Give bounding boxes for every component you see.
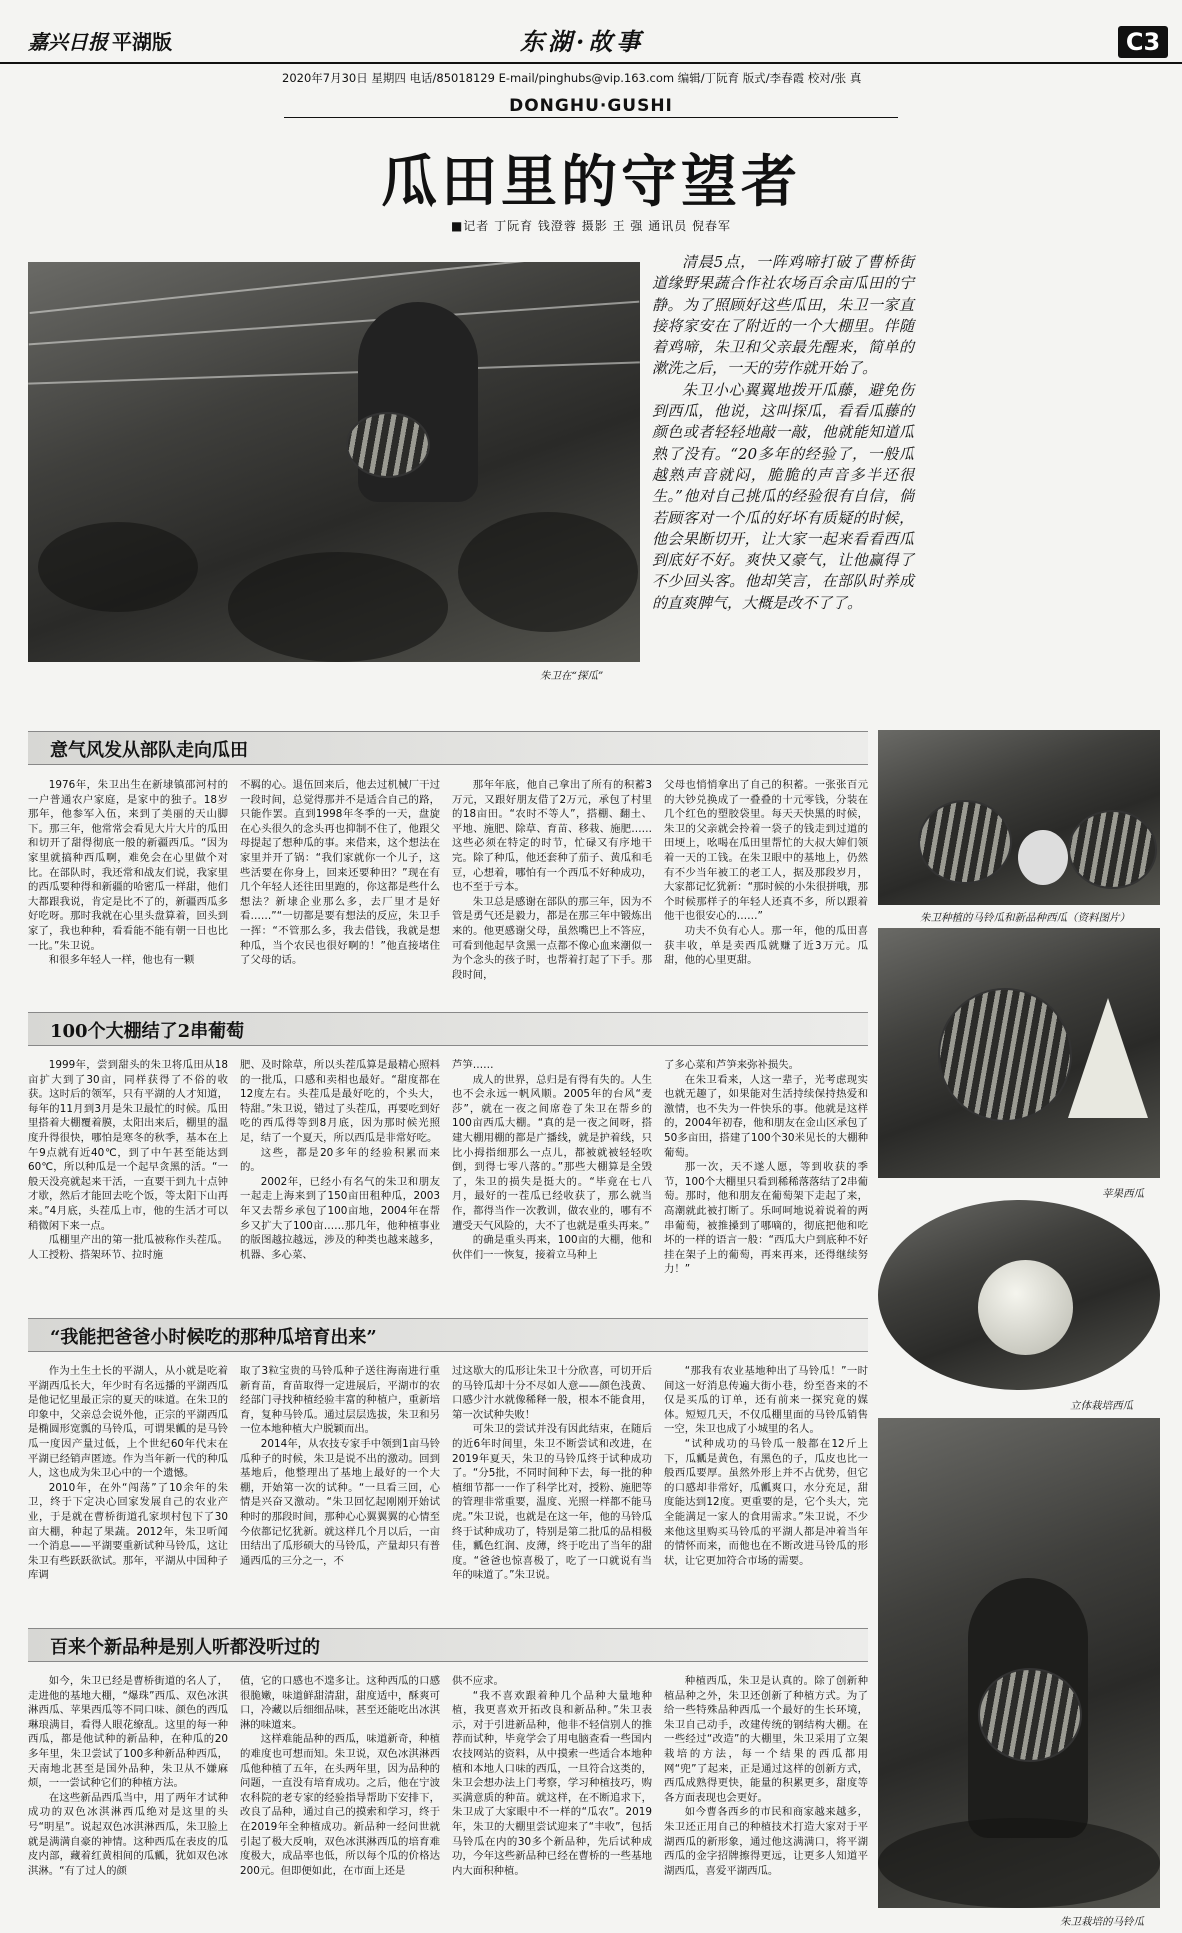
vine-leaves [228, 552, 448, 662]
section-header-4 [28, 1628, 868, 1662]
body-paragraph: 取了3粒宝贵的马铃瓜种子送往海南进行重新育苗，育苗取得一定进展后，平湖市的农经部门寻找种植经验丰富的种植户，重新培育，复种马铃瓜。通过层层选拔，朱卫和另一位本地种植大户脱颖而出。 [240, 1365, 440, 1436]
section-title: 100个大棚结了2串葡萄 [50, 1021, 245, 1042]
section-header-2 [28, 1012, 868, 1046]
section-header-3 [28, 1318, 868, 1352]
side-photo-melons-caption: 朱卫种植的马铃瓜和新品种西瓜（资料图片） [920, 912, 1130, 924]
paper-name: 嘉兴日报 [28, 30, 108, 54]
lead-paragraph: 朱卫小心翼翼地拨开瓜藤，避免伤到西瓜，他说，这叫探瓜，看看瓜藤的颜色或者轻轻地敲一敲，他就能知道瓜熟了没有。“20多年的经验了，一般瓜越熟声音就闷，脆脆的声音多半还很生。”他对自己挑瓜的经验很有自信，倘若顾客对一个瓜的好坏有质疑的时候，他会果断切开，让大家一起来看看西瓜到底好不好。爽快又豪气，让他赢得了不少回头客。他却笑言，在部队时养成的直爽脾气，大概是改不了了。 [652, 380, 914, 612]
body-paragraph: “我不喜欢跟着种几个品种大量地种植，我更喜欢开拓改良和新品种。”朱卫表示，对于引进新品种，他非不轻信别人的推荐而试种，毕竟学会了用电脑查看一些国内农技网站的资料，从中摸索一些适合本地种植和本地人口味的西瓜，一旦符合这类的，朱卫会想办法上门考察，学习种植技巧，购买满意质的种苗。就这样，在不断追求下，朱卫成了大家眼中不一样的“瓜农”。2019年，朱卫的大棚里尝试迎来了“丰收”，包括马铃瓜在内的30多个新品种，先后试种成功，今年这些新品种已经在曹桥的一些基地内大面积种植。 [452, 1689, 652, 1877]
lead-text [652, 252, 914, 614]
watermelon-in-hands [346, 412, 430, 478]
section-rule [284, 117, 898, 118]
body-paragraph: 芦笋…… [452, 1059, 494, 1071]
page-number-badge: C3 [1118, 26, 1168, 58]
body-paragraph: 这样难能品种的西瓜，味道新奇，种植的难度也可想而知。朱卫说，双色冰淇淋西瓜他种植了五年，在头两年里，因为品种的问题，一直没有培育成功。之后，他在宁波农科院的老专家的经验指导帮助下安排下，改良了品种，通过自己的摸索和学习，终于在2019年全种植成功。新品种一经问世就引起了极大反响，双色冰淇淋西瓜的培育难度极大，成品率也低，所以每个瓜的价格达200元。但即便如此，在市面上还是 [240, 1733, 440, 1877]
body-paragraph: 可朱卫的尝试并没有因此结束，在随后的近6年时间里，朱卫不断尝试和改进，在2019年夏天，朱卫的马铃瓜终于试种成功了。“分5批，不同时间种下去，每一批的种植细节都一一作了科学比对，授粉、施肥等的管理非常重要，温度、光照一样都不能马虎。”朱卫说，也就是在这一年，他的马铃瓜终于试种成功了，特别是第二批瓜的品相极佳，瓤色红润、皮薄，终于吃出了当年的甜度。“爸爸也惊喜极了，吃了一口就说有当年的味道了。”朱卫说。 [452, 1423, 652, 1582]
body-paragraph: 2002年，已经小有名气的朱卫和朋友一起走上海来到了150亩田租种瓜，2003年又去帮乡承包了100亩地，2004年在帮乡又扩大了100亩……那几年，他种植事业的版图越拉越远，涉及的种类也越来越多，机器、多心菜、 [240, 1175, 440, 1261]
melon-slice-shape [1068, 998, 1148, 1118]
body-paragraph: “试种成功的马铃瓜一般都在12斤上下，瓜瓤是黄色，有黑色的子，瓜皮也比一般西瓜要厚。虽然外形上并不占优势，但它的口感却非常好，瓜瓤爽口，水分充足，甜度能达到12度。更重要的是，它个头大，完全能满足一家人的食用需求。”朱卫说，不少来他这里购买马铃瓜的平湖人都是冲着当年的情怀而来，而他也在不断改进马铃瓜的形状，让它更加符合市场的需要。 [664, 1437, 868, 1567]
side-photo-melons [878, 730, 1160, 905]
body-paragraph: 种植西瓜，朱卫是认真的。除了创新种植品种之外，朱卫还创新了种植方式。为了给一些特殊品种西瓜一个最好的生长环境，朱卫自己动手，改建传统的钢结构大棚。在一些经过“改造”的大棚里，朱卫采用了立架栽培的方法，每一个结果的西瓜都用网“兜”了起来，正是通过这样的创新方式，西瓜成熟得更快，能量的积累更多，甜度等各方面表现也会更好。 [664, 1675, 868, 1804]
body-paragraph: 供不应求。 [452, 1675, 504, 1687]
edition-name: 平湖版 [112, 30, 172, 54]
body-column [28, 1364, 228, 1622]
body-column [452, 1364, 652, 1622]
hanging-melon-shape [978, 1260, 1073, 1355]
body-column [664, 1674, 868, 1922]
body-paragraph: 值，它的口感也不遑多让。这种西瓜的口感很脆嫩，味道鲜甜清甜，甜度适中，酥爽可口，冷藏以后细细品味，甚至还能吃出冰淇淋的味道来。 [240, 1675, 440, 1731]
section-title: “我能把爸爸小时候吃的那种瓜培育出来” [50, 1327, 377, 1348]
body-column [240, 778, 440, 1006]
section-title: 意气风发从部队走向瓜田 [50, 740, 248, 761]
body-paragraph: 1976年，朱卫出生在新埭镇邵河村的一户普通农户家庭，是家中的独子。18岁那年，他参军入伍，来到了美丽的天山脚下。那三年，他常常会看见大片大片的瓜田和切开了甜得彻底一般的新疆西瓜。“因为家里就搞种西瓜啊，难免会在心里做个对比。在部队时，我还常和战友们说，我家里的西瓜要种得和新疆的哈密瓜一样甜，他们大都跟我说，肯定是比不了的，新疆西瓜多好吃呀。那时我就在心里头盘算着，回头到家了，我也种种，看看能不能有朝一日也比一比。”朱卫说。 [28, 779, 228, 952]
side-photo-hanging-melon-caption: 立体栽培西瓜 [1070, 1400, 1133, 1412]
lead-paragraph: 清晨5点，一阵鸡啼打破了曹桥街道缘野果蔬合作社农场百余亩瓜田的宁静。为了照顾好这些瓜田，朱卫一家直接将家安在了附近的一个大棚里。伴随着鸡啼，朱卫和父亲最先醒来，简单的漱洗之后，一天的劳作就开始了。 [652, 253, 914, 378]
body-paragraph: 朱卫总是感谢在部队的那三年，因为不管是勇气还是毅力，都是在那三年中锻炼出来的。他更感谢父母，虽然嘴巴上不答应，可看到他起早贪黑一点都不像心血来潮似一为个念头的孩子时，也帮着打起了下手。那段时间， [452, 895, 652, 981]
body-column [452, 1674, 652, 1922]
side-photo-farmer-melon-caption: 朱卫栽培的马铃瓜 [1060, 1916, 1144, 1928]
body-paragraph: 2010年，在外“闯荡”了10余年的朱卫，终于下定决心回家发展自己的农业产业，于是就在曹桥街道孔家坝村包下了30亩大棚，种起了果蔬。2012年，朱卫听闻一个消息——平湖要重新试种马铃瓜，这让朱卫有些跃跃欲试。那年，平湖从中国种子库调 [28, 1481, 228, 1582]
body-paragraph: 父母也悄悄拿出了自己的积蓄。一张张百元的大钞兑换成了一叠叠的十元零钱，分装在几个红色的塑胶袋里。每天天快黑的时候，朱卫的父亲就会拎着一袋子的钱走到过道的田埂上，吆喝在瓜田里帮忙的大叔大婶们领着一天的工钱。在朱卫眼中的基地上，仍然有不少当年被工的老工人，据及那段岁月，大家都记忆犹新：“那时候的小朱很拼哦，那个时候那样子的年轻人还真不多，所以跟着他干也很安心的……” [664, 779, 868, 923]
body-paragraph: 这些，都是20多年的经验积累而来的。 [240, 1146, 440, 1174]
body-paragraph: 作为土生土长的平湖人，从小就是吃着平湖西瓜长大，年少时有名远播的平湖西瓜是他记忆里最正宗的夏天的味道。在朱卫的印象中，父亲总会说外他，正宗的平湖西瓜是椭圆形宽瓢的马铃瓜，可谓果瓤的是马铃瓜一度因产量过低，上个世纪60年代末在平湖已经销声匿迹。作为当年新一代的种瓜人，这也成为朱卫心中的一个遗憾。 [28, 1365, 228, 1480]
body-column [240, 1674, 440, 1922]
main-photo [28, 262, 640, 662]
pale-melon-shape [1018, 830, 1068, 885]
body-column [240, 1364, 440, 1622]
side-photo-apple-melon-caption: 苹果西瓜 [1102, 1188, 1144, 1200]
body-paragraph: 在这些新品西瓜当中，用了两年才试种成功的双色冰淇淋西瓜绝对是这里的头号“明星”。说起双色冰淇淋西瓜，朱卫脸上就是满满自豪的神情。这种西瓜在表皮的瓜皮内部，藏着红黄相间的瓜瓤，犹如双色冰淇淋。“有了过人的颜 [28, 1791, 228, 1877]
masthead-paper [28, 26, 172, 55]
body-column [664, 1364, 868, 1622]
body-paragraph: “那我有农业基地种出了马铃瓜！”一时间这一好消息传遍大街小巷，纷至沓来的不仅是买瓜的订单，还有前来一探究竟的媒体。短短几天，不仅瓜棚里面的马铃瓜销售一空，朱卫也成了小城里的名人。 [664, 1365, 868, 1436]
body-paragraph: 了多心菜和芦笋来弥补损失。 [664, 1059, 800, 1071]
body-paragraph: 1999年，尝到甜头的朱卫将瓜田从18亩扩大到了30亩，同样获得了不俗的收获。这时后的领军，只有平湖的人才知道，每年的11月到3月是朱卫最忙的时候。瓜田里搭着大棚覆着膜，太阳出来后，棚里的温度升得很快，哪怕是寒冬的秋季，基本在上午9点就有近40℃，到了中午甚至能达到60℃，所以种瓜是一个起早贪黑的活。“一般天没亮就起来干活，一直要干到九十点钟才歇，然后才能回去吃个饭，等太阳下山再来。”4月底，头茬瓜上市，他的生活才可以稍微闲下来一点。 [28, 1059, 228, 1232]
body-column [28, 778, 228, 1006]
side-photo-farmer-melon [878, 1418, 1160, 1908]
body-paragraph: 瓜棚里产出的第一批瓜被称作头茬瓜。人工授粉、搭架环节、拉时施 [28, 1234, 228, 1261]
section-header-1 [28, 731, 868, 765]
melon-shape [978, 1668, 1082, 1762]
body-paragraph: 那年年底，他自己拿出了所有的积蓄3万元，又跟好朋友借了2万元，承包了村里的18亩田。“农时不等人”，搭棚、翻土、平地、施肥、除草、育苗、移栽、施肥……这些必须在特定的时节，忙碌又有序地干完。除了种瓜，他还套种了茄子、黄瓜和毛豆，心想着，哪怕有一个西瓜不好种成功，也不至于亏本。 [452, 779, 652, 894]
greenhouse-frame-line [28, 361, 640, 384]
vine-leaves [878, 1818, 1160, 1908]
body-paragraph: 在朱卫看来，人这一辈子，光考虑现实也就无趣了，如果能对生活持续保持热爱和激情，也不失为一件快乐的事。他就是这样的，2004年初春，他和朋友在金山区承包了50多亩田，搭建了100个30米见长的大棚种葡萄。 [664, 1073, 868, 1159]
side-photo-apple-melon [878, 928, 1160, 1178]
greenhouse-frame-line [29, 301, 640, 346]
body-column [240, 1058, 440, 1308]
body-column [664, 778, 868, 1006]
body-paragraph: 的确是重头再来，100亩的大棚，他和伙伴们一一恢复，接着立马种上 [452, 1234, 652, 1261]
body-paragraph: 2014年，从农技专家手中领到1亩马铃瓜种子的时候，朱卫是说不出的激动。回到基地后，他整理出了基地上最好的一个大棚，开始第一次的试种。“一旦看三回，心情是兴奋又激动。“朱卫回忆起刚刚开始试种时的那段时间，那种心心翼翼翼的心情至今依都记忆犹新。就这样几个月以后，一亩田结出了瓜形硕大的马铃瓜，产量却只有普通西瓜的三分之一，不 [240, 1437, 440, 1567]
article-byline: ■记者 丁阮育 钱澄蓉 摄影 王 强 通讯员 倪春军 [450, 219, 732, 233]
melon-shape [938, 988, 1072, 1122]
body-paragraph: 和很多年轻人一样，他也有一颗 [48, 954, 195, 967]
body-paragraph: 成人的世界，总归是有得有失的。人生也不会永远一帆风顺。2005年的台风“麦莎”，就在一夜之间席卷了朱卫在帮乡的100亩西瓜大棚。“真的是一夜之间呀，搭建大棚用棚的都是广播线，就是护着线，只比小拇指细那么一点儿，都被就被轻轻吹倒，到得七零八落的。”那些大棚算是全毁了，朱卫的损失是挺大的。“毕竟在七八月，最好的一茬瓜已经收获了，那么就当作，都得当作一次教训，做农业的，哪有不遭受天气风险的，大不了也就是重头再来。” [452, 1073, 652, 1232]
masthead-rule [0, 62, 1182, 64]
column-logo: 东湖·故事 [520, 27, 645, 56]
body-paragraph: 肥、及时除草，所以头茬瓜算是最精心照料的一批瓜，口感和卖相也最好。“甜度都在12度左右。头茬瓜是最好吃的，个头大，特甜。”朱卫说，错过了头茬瓜，再要吃到好吃的西瓜得等到8月底，因为那时候光照足，结了一个夏天，所以西瓜是非常好吃。 [240, 1059, 440, 1144]
body-column [452, 778, 652, 1006]
vine-leaves [458, 512, 638, 632]
body-paragraph: 如今，朱卫已经是曹桥街道的名人了，走进他的基地大棚，“爆珠”西瓜、双色冰淇淋西瓜、苹果西瓜等不同口味、颜色的西瓜琳琅满目，看得人眼花缭乱。这里的每一种西瓜，都是他试种的新品种，在种瓜的20多年里，朱卫尝试了100多种新品种西瓜，天南地北甚至是国外品种，朱卫从不嫌麻烦，一一尝试种它们的种植方法。 [28, 1675, 228, 1790]
section-title: 百来个新品种是别人听都没听过的 [50, 1637, 320, 1658]
article-headline: 瓜田里的守望者 [381, 149, 801, 215]
vine-leaves [38, 522, 198, 612]
dateline: 2020年7月30日 星期四 电话/85018129 E-mail/pinghubs@vip.163.com 编辑/丁阮育 版式/李春霞 校对/张 真 [282, 71, 862, 85]
melon-shape [918, 800, 1012, 884]
body-paragraph: 不羁的心。退伍回来后，他去过机械厂干过一段时间，总觉得那并不是适合自己的路，只能作罢。直到1998年冬季的一天，盘旋在心头很久的念头再也抑制不住了，他跟父母提起了想种瓜的事。来借来，这个想法在家里并开了锅：“我们家就你一个儿子，这些活要在你身上，回来还要种田？”现在有几个年轻人还往田里跑的，你这都是些什么想法？新埭企业那么多，去厂里才是好看……”“一切都是要有想法的反应，朱卫手一挥：“不管那么多，我去借钱，我就是想种瓜，当个农民也很好啊的！”他直接堵住了父母的话。 [240, 779, 440, 967]
body-column [28, 1058, 228, 1308]
body-column [452, 1058, 652, 1308]
melon-shape [1068, 810, 1157, 889]
body-paragraph: 功夫不负有心人。那一年，他的瓜田喜获丰收，单是卖西瓜就赚了近3万元。瓜甜，他的心里更甜。 [664, 924, 868, 967]
body-paragraph: 如今曹各西乡的市民和商家越来越多，朱卫还正用自己的种植技术打造大家对于平湖西瓜的新形象，通过他这满满口，将平湖西瓜的金字招牌擦得更远，让更多人知道平湖西瓜，喜爱平湖西瓜。 [664, 1806, 868, 1877]
side-photo-hanging-melon [878, 1200, 1160, 1390]
body-paragraph: 过这歇大的瓜形让朱卫十分欣喜，可切开后的马铃瓜却十分不尽如人意——颜色浅黄、口感少汁水就像稀释一般，根本不能食用，第一次试种失败！ [452, 1365, 652, 1421]
body-column [664, 1058, 868, 1308]
body-paragraph: 那一次，天不遂人愿，等到收获的季节，100个大棚里只看到稀稀落落结了2串葡萄。那时，他和朋友在葡萄架下走起了来，高潮就此被打断了。乐呵呵地说着说着的两串葡萄，被推搡到了哪嘀的，彻底把他和吃坏的一样的语言一般：“西瓜大户到底种不好挂在架子上的葡萄，再来再来，还得继续努力！” [664, 1161, 868, 1276]
section-english-title: DONGHU·GUSHI [509, 96, 673, 116]
body-column [28, 1674, 228, 1922]
main-photo-caption: 朱卫在“探瓜” [540, 670, 604, 682]
